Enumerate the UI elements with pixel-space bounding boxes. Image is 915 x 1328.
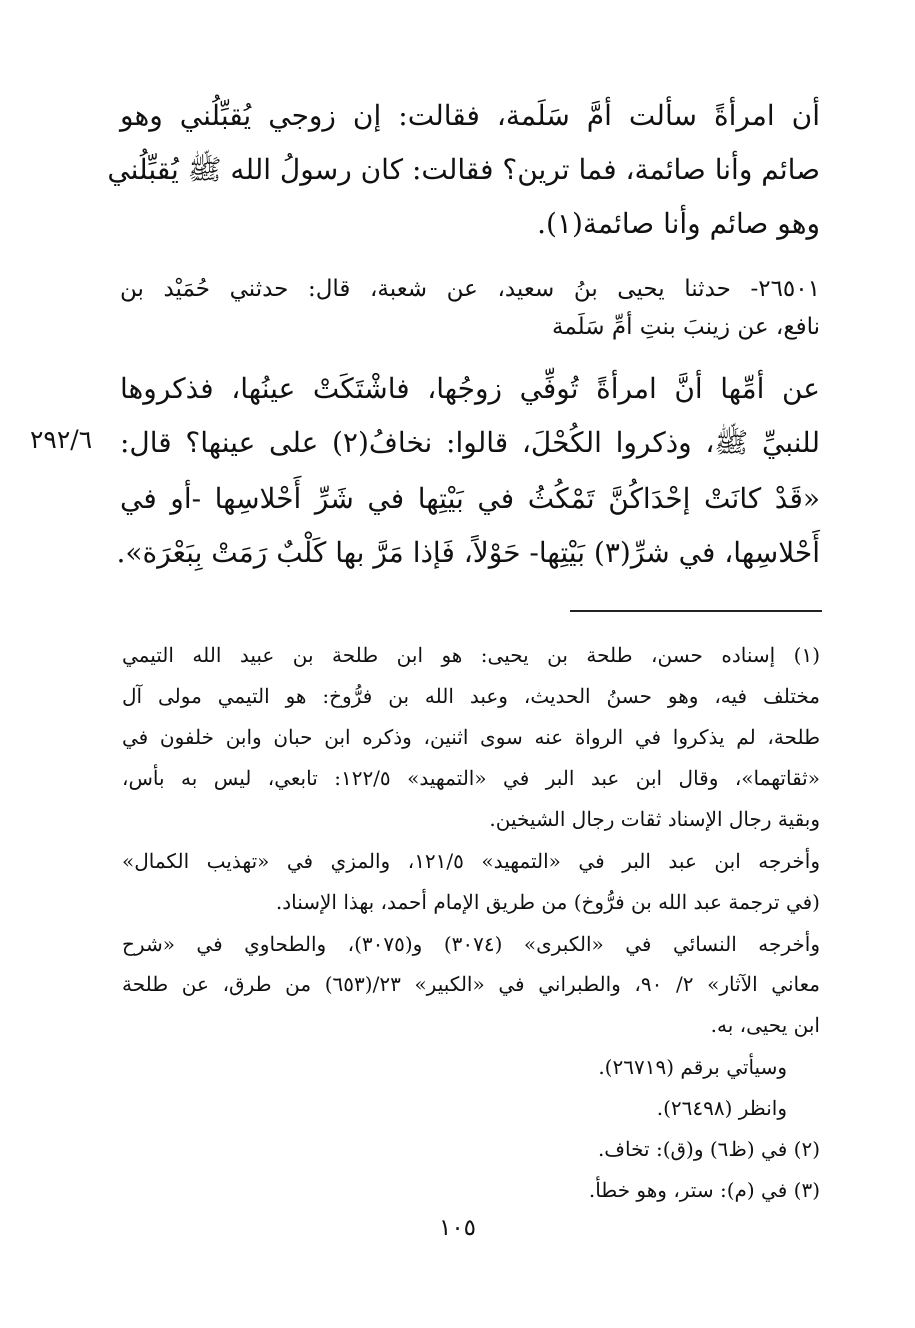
footnote-line: (في ترجمة عبد الله بن فرُّوخ) من طريق الإمام أحمد، بهذا الإسناد. — [275, 890, 820, 914]
hadith-body-line: للنبيِّ ﷺ، وذكروا الكُحْلَ، قالوا: نخافُ(٢) على عينها؟ قال: — [120, 426, 820, 459]
hadith-body-line: عن أمِّها أنَّ امرأةً تُوفِّي زوجُها، فاشْتَكَتْ عينُها، فذكروها — [120, 372, 820, 405]
footnote-separator — [570, 610, 822, 612]
margin-volume-page-ref: ٢٩٢/٦ — [30, 425, 93, 454]
footnote-line: مختلف فيه، وهو حسنُ الحديث، وعبد الله بن فرُّوخ: هو التيمي مولى آل — [122, 684, 820, 708]
footnote-line: وسيأتي برقم (٢٦٧١٩). — [598, 1055, 787, 1079]
footnote-line: وأخرجه ابن عبد البر في «التمهيد» ١٢١/٥، والمزي في «تهذيب الكمال» — [122, 849, 820, 873]
footnote-line: (٣) في (م): ستر، وهو خطأ. — [588, 1178, 820, 1202]
footnote-line: ابن يحيى، به. — [710, 1013, 820, 1037]
hadith-isnad-line: ٢٦٥٠١- حدثنا يحيى بنُ سعيد، عن شعبة، قال: حدثني حُمَيْد بن — [120, 276, 820, 302]
footnote-line: (٢) في (ظ٦) و(ق): تخاف. — [597, 1137, 820, 1161]
footnote-line: وبقية رجال الإسناد ثقات رجال الشيخين. — [489, 807, 820, 831]
footnote-line: وانظر (٢٦٤٩٨). — [656, 1096, 787, 1120]
footnote-line: وأخرجه النسائي في «الكبرى» (٣٠٧٤) و(٣٠٧٥)، والطحاوي في «شرح — [122, 932, 820, 956]
footnote-line: طلحة، لم يذكروا في الرواة عنه سوى اثنين، وذكره ابن حبان وابن خلفون في — [122, 725, 820, 749]
footnote-line: «ثقاتهما»، وقال ابن عبد البر في «التمهيد» ١٢٢/٥: تابعي، ليس به بأس، — [122, 766, 820, 790]
main-text-line: صائم وأنا صائمة، فما ترين؟ فقالت: كان رسولُ الله ﷺ يُقبِّلُني — [107, 153, 820, 186]
footnote-line: (١) إسناده حسن، طلحة بن يحيى: هو ابن طلحة بن عبيد الله التيمي — [122, 643, 820, 667]
hadith-body-line: أَحْلاسِها، في شرِّ(٣) بَيْتِها- حَوْلاً، فَإذا مَرَّ بها كَلْبٌ رَمَتْ بِبَعْرَة». — [116, 536, 820, 569]
hadith-body-line: «قَدْ كانَتْ إحْدَاكُنَّ تَمْكُثُ في بَيْتِها في شَرِّ أَحْلاسِها -أو في — [120, 482, 820, 515]
footnote-line: معاني الآثار» ٢/ ٩٠، والطبراني في «الكبير» ٢٣/(٦٥٣) من طرق، عن طلحة — [122, 972, 820, 996]
main-text-line: أن امرأةً سألت أمَّ سَلَمة، فقالت: إن زوجي يُقبِّلُني وهو — [120, 99, 820, 132]
page-number: ١٠٥ — [438, 1215, 477, 1241]
hadith-isnad-line: نافع، عن زينبَ بنتِ أمِّ سَلَمة — [552, 314, 820, 340]
main-text-line: وهو صائم وأنا صائمة(١). — [537, 207, 820, 240]
